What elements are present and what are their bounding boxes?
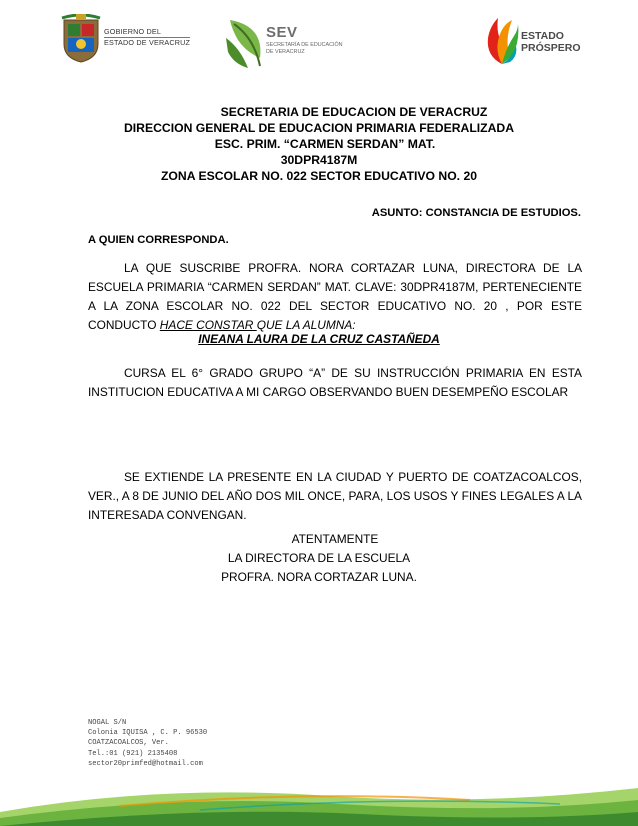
gobierno-logo-line1: GOBIERNO DEL bbox=[104, 27, 162, 36]
document-heading bbox=[0, 104, 638, 184]
signature-line-1: ATENTAMENTE bbox=[291, 532, 379, 546]
footer-wave-decoration bbox=[0, 770, 638, 826]
signature-line-2: LA DIRECTORA DE LA ESCUELA bbox=[227, 551, 411, 565]
address-line-2: Colonia IQUISA , C. P. 96530 bbox=[88, 729, 208, 738]
estado-prospero-flame-icon bbox=[484, 16, 520, 66]
subject-line: ASUNTO: CONSTANCIA DE ESTUDIOS. bbox=[371, 207, 581, 219]
heading-line-1: SECRETARIA DE EDUCACION DE VERACRUZ bbox=[220, 105, 488, 119]
paragraph-2-text: CURSA EL 6° GRADO GRUPO “A” DE SU INSTRUCCIÓN PRIMARIA EN ESTA INSTITUCION EDUCATIVA A MI CARGO OBSERVANDO BUEN DESEMPEÑO ESCOLAR bbox=[88, 366, 582, 399]
gobierno-logo-text bbox=[104, 28, 190, 48]
signature-block bbox=[0, 530, 638, 587]
hace-constar-emphasis: HACE CONSTAR bbox=[159, 318, 257, 332]
sev-logo-subtitle-line1: SECRETARÍA DE EDUCACIÓN bbox=[266, 42, 343, 49]
estado-prospero-line1: ESTADO bbox=[521, 30, 564, 42]
sev-leaf-icon bbox=[224, 18, 268, 70]
sev-logo-text bbox=[266, 24, 343, 55]
heading-line-3: ESC. PRIM. “CARMEN SERDAN” MAT. bbox=[214, 137, 436, 151]
veracruz-coat-of-arms-icon bbox=[60, 14, 102, 64]
paragraph-1-text: LA QUE SUSCRIBE PROFRA. NORA CORTAZAR LUNA, DIRECTORA DE LA ESCUELA PRIMARIA “CARMEN SERDAN” MAT. CLAVE: 30DPR4187M, PERTENECIENTE A LA ZONA ESCOLAR NO. 022 DEL SECTOR EDUCATIVO NO. 20 , POR ESTE CONDUCTO bbox=[88, 261, 582, 332]
sev-logo-subtitle-line2: DE VERACRUZ bbox=[266, 48, 305, 55]
student-name: INEANA LAURA DE LA CRUZ CASTAÑEDA bbox=[198, 332, 440, 346]
heading-line-4: 30DPR4187M bbox=[280, 153, 358, 167]
address-line-5: sector20primfed@hotmail.com bbox=[88, 759, 203, 768]
estado-prospero-logo bbox=[484, 16, 520, 71]
estado-prospero-text bbox=[521, 31, 581, 54]
paragraph-2 bbox=[88, 364, 582, 402]
heading-line-2: DIRECCION GENERAL DE EDUCACION PRIMARIA FEDERALIZADA bbox=[123, 121, 514, 135]
gobierno-logo bbox=[60, 14, 102, 69]
paragraph-3-text: SE EXTIENDE LA PRESENTE EN LA CIUDAD Y PUERTO DE COATZACOALCOS, VER., A 8 DE JUNIO DEL AÑO DOS MIL ONCE, PARA, LOS USOS Y FINES LEGALES A LA INTERESADA CONVENGAN. bbox=[88, 470, 582, 522]
paragraph-1 bbox=[88, 259, 582, 335]
estado-prospero-line2: PRÓSPERO bbox=[521, 41, 581, 54]
sev-logo bbox=[224, 18, 268, 75]
heading-line-5: ZONA ESCOLAR NO. 022 SECTOR EDUCATIVO NO. 20 bbox=[160, 169, 478, 183]
address-line-4: Tel.:01 (921) 2135408 bbox=[88, 749, 178, 758]
gobierno-logo-line2: ESTADO DE VERACRUZ bbox=[104, 38, 191, 48]
signature-line-3: PROFRA. NORA CORTAZAR LUNA. bbox=[221, 570, 417, 584]
address-line-3: COATZACOALCOS, Ver. bbox=[88, 739, 169, 748]
paragraph-1-tail: QUE LA ALUMNA: bbox=[256, 318, 356, 332]
sev-logo-title: SEV bbox=[266, 24, 298, 41]
greeting: A QUIEN CORRESPONDA. bbox=[88, 234, 229, 246]
paragraph-3 bbox=[88, 468, 582, 525]
footer-address bbox=[88, 718, 207, 769]
address-line-1: NOGAL S/N bbox=[88, 719, 127, 727]
